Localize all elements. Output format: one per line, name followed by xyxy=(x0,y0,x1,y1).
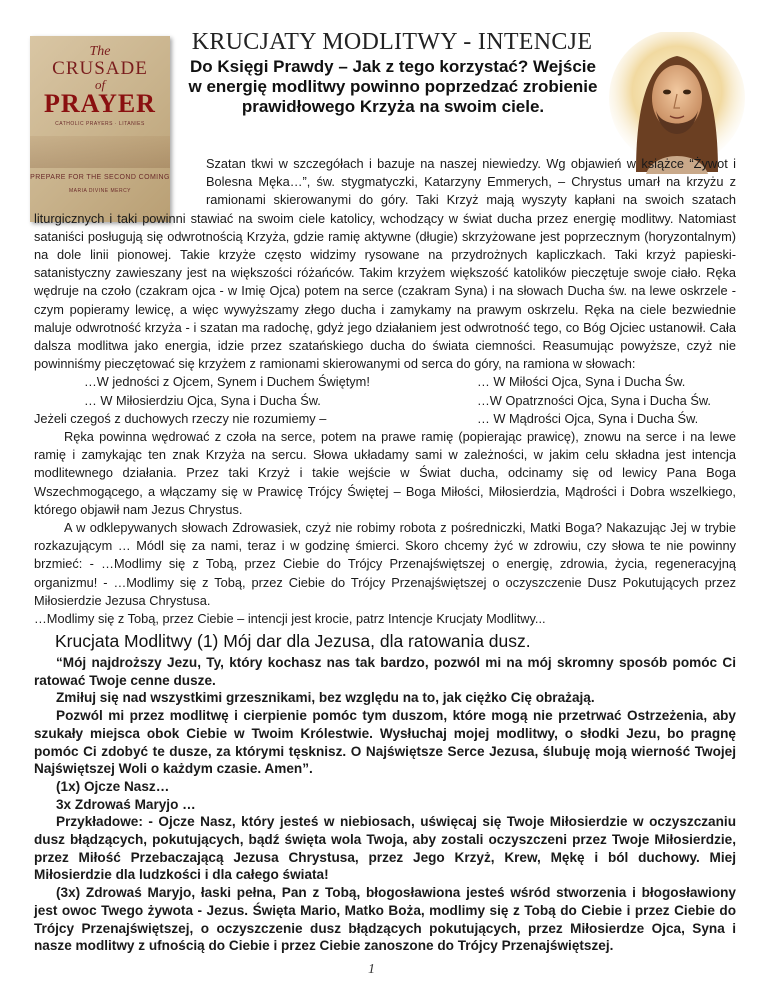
book-float-spacer xyxy=(34,155,206,192)
crusade-paragraph: “Mój najdroższy Jezu, Ty, który kochasz nas tak bardzo, pozwól mi na mój skromny sposób pomóc Ci ratować Twoje cenne dusze. xyxy=(34,655,736,688)
crusade-paragraph: (1x) Ojcze Nasz… xyxy=(56,778,170,794)
intro-paragraph-1: Szatan tkwi w szczegółach i bazuje na naszej niewiedzy. Wg objawień w książce “Żywot i Bolesna Męka…”, św. stygmatyczki, Katarzyny Emmerych, – Chrystus umarł na krzyżu z ramionami skierowanymi do góry. Taki Krzyż mają wyszyty kapłani na swoich szatach liturgicznych i taki powinni stawiać na swoim ciele katolicy, wchodzący w świat ducha przez energię modlitwy. Natomiast sataniści posługują się odwrotnością Krzyża, gdzie ramię aktywne (długie) skrzyżowane jest poprzecznym (horyzontalnym) na dole linii pionowej. Takie krzyże często widzimy rysowane na przydrożnych kapliczkach. Taki krzyż papieski-satanistyczny zawieszany jest na większości różańców. Takim krzyżem większość katolików pieczętuje swoje ciało. Ręka wędruje na czoło (czakram ojca - w Imię Ojca) potem na serce (czakram Syna) i na słowach Ducha św. na lewe oskrzele - czym popieramy lewicę, a więc wywyższamy złego ducha i zamykamy na prawym oskrzelu. Ręka na ciele bezwiednie maluje odwrotność krzyża - i szatan ma radochę, gdyż jego działaniem jest odwrotność tego, co Bóg Ojciec ustanowił. Cała dalsza modlitwa jako energia, idzie przez szatańskiego ducha do świata ciemności. Reasumując powyższe, czyż nie powinniśmy pieczętować się krzyżem z ramionami skierowanymi od serca do góry, na ramiona w słowach: xyxy=(34,156,736,372)
book-title-crusade: CRUSADE xyxy=(52,58,148,79)
book-title-prayer: PRAYER xyxy=(44,89,156,118)
prayer-phrase-left-2: … W Miłosierdziu Ojca, Syna i Ducha Św. xyxy=(84,392,321,408)
page-subtitle: Do Księgi Prawdy – Jak z tego korzystać? Wejście w energię modlitwy powinno poprzedzać zrobienie prawidłowego Krzyża na swoim ciele. xyxy=(188,57,598,116)
book-tagline: PREPARE FOR THE SECOND COMING xyxy=(30,174,170,181)
left-eye xyxy=(663,90,671,95)
book-author: MARIA DIVINE MERCY xyxy=(68,188,132,194)
crusade-paragraph: Przykładowe: - Ojcze Nasz, który jesteś w niebiosach, uświęcaj się Twoje Miłosierdzie w oczyszczaniu dusz błądzących, pokutujących, bądź święta wola Twoja, aby zostali oczyszczeni przez Twoje Miłosierdzie, przez Miłość Przebaczającą Jezusa Chrystusa, przez Jego Krzyż, Krew, Mękę i ból duchowy. Miej Miłosierdzie dla ludzkości i dla całego świata! xyxy=(34,814,736,883)
crusade-paragraph: 3x Zdrowaś Maryjo … xyxy=(56,796,196,812)
prayer-phrase-right-3: … W Mądrości Ojca, Syna i Ducha Św. xyxy=(477,410,699,426)
jesus-portrait-image xyxy=(606,32,748,174)
page-number: 1 xyxy=(368,962,375,977)
book-title-the: The xyxy=(89,44,111,59)
intro-section xyxy=(34,155,736,628)
intro-paragraph-3: A w odklepywanych słowach Zdrowasiek, czyż nie robimy robota z pośredniczki, Matki Boga? Nakazując Jej w trybie rozkazującym … Módl się za nami, teraz i w godzinę śmierci. Skoro chcemy żyć w zdrowiu, czy słowa te nie powinny brzmieć: - …Modlimy się z Tobą, przez Ciebie do Trójcy Przenajświętszej o energię, zdrowia, życia, regeneracyjną organizmu! - …Modlimy się z Tobą, przez Ciebie do Trójcy Przenajświętszej o oczyszczenie Dusz Pokutujących przez Miłosierdzie Jezusa Chrystusa. xyxy=(34,520,736,608)
crusade-prayer-body xyxy=(34,654,736,955)
prayer-phrase-left-1: …W jedności z Ojcem, Synem i Duchem Świętym! xyxy=(84,374,370,390)
intro-paragraph-2: Ręka powinna wędrować z czoła na serce, potem na prawe ramię (popierając prawicę), znowu na serce i na lewe ramię i zamykając ten znak Krzyża na sercu. Słowa układamy sami w zależności, w jakim celu składna jest intencja modlitewnego działania. Przez taki Krzyż i takie wejście w Świat ducha, odcinamy się od lewicy Pana Boga Wszechmogącego, a włączamy się w Prawicę Trójcy Świętej – Boga Miłości, Miłosierdzia, Mądrości i Dobra wszelkiego, którego objawił nam Jezus Chrystus. xyxy=(34,429,736,517)
crusade-paragraph: Zmiłuj się nad wszystkimi grzesznikami, bez względu na to, jak ciężko Cię obrażają. xyxy=(56,690,595,706)
intro-paragraph-4: …Modlimy się z Tobą, przez Ciebie – intencji jest krocie, patrz Intencje Krucjaty Modlitwy... xyxy=(34,611,546,627)
crusade-paragraph: (3x) Zdrowaś Maryjo, łaski pełna, Pan z Tobą, błogosławiona jesteś wśród stworzenia i błogosławiony jest owoc Twego żywota - Jezus. Święta Mario, Matko Boża, modlimy się z Tobą do Ciebie i przez Ciebie do Trójcy Przenajświętszej, o oczyszczenie dusz błądzących pokutujących, przez Miłosierdze Ojca, Syna i nasze modlitwy z ufnością do Ciebie i przez Ciebie zanoszone do Trójcy Przenajświętszej. xyxy=(34,885,736,954)
prayer-phrases xyxy=(34,373,736,428)
prayer-phrase-right-2: …W Opatrzności Ojca, Syna i Ducha Św. xyxy=(477,392,711,408)
prayer-phrase-right-1: … W Miłości Ojca, Syna i Ducha Św. xyxy=(477,374,686,390)
crusade-heading: Krucjata Modlitwy (1) Mój dar dla Jezusa, dla ratowania dusz. xyxy=(55,631,531,651)
crusade-paragraph: Pozwól mi przez modlitwę i cierpienie pomóc tym duszom, które mogą nie przetrwać Ostrzeżenia, aby szukały miejsca obok Ciebie w Twoim Królestwie. Wysłuchaj mojej modlitwy, o słodki Jezu, bo pragnę pomóc Ci zdobyć te dusze, za którymi tęsknisz. O Najświętsze Serce Jezusa, ślubuję moją wierność Twojej Najświętszej Woli o każdym czasie. Amen”. xyxy=(34,708,736,777)
book-subtitle: CATHOLIC PRAYERS · LITANIES xyxy=(55,121,145,127)
right-eye xyxy=(683,90,691,95)
prayer-phrase-left-3: Jeżeli czegoś z duchowych rzeczy nie rozumiemy – xyxy=(34,410,327,426)
book-title-of: of xyxy=(94,77,106,92)
page-title: KRUCJATY MODLITWY - INTENCJE xyxy=(191,29,593,55)
